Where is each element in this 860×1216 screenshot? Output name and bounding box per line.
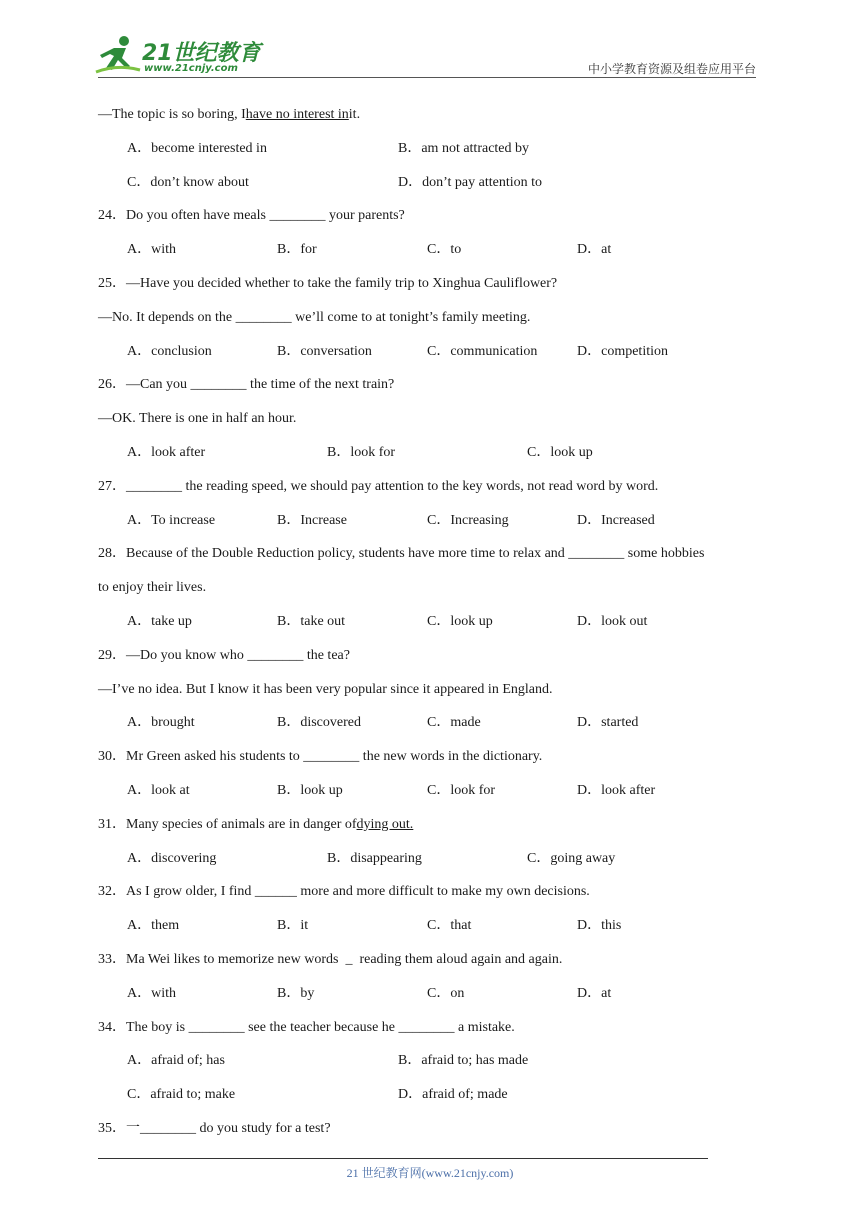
question-34: 34．The boy is ________ see the teacher because he ________ a mistake. — [98, 1019, 515, 1035]
question-31 — [98, 814, 760, 848]
options-row — [98, 1050, 760, 1084]
question-24: 24．Do you often have meals ________ your parents? — [98, 208, 405, 224]
options-row — [98, 341, 760, 375]
option-d: D．afraid of; made — [398, 1087, 508, 1103]
option-d: D．started — [577, 715, 639, 731]
option-c: C．made — [427, 715, 481, 731]
header-divider — [98, 77, 756, 78]
underlined-phrase: dying out. — [356, 816, 414, 832]
option-d: D．this — [577, 918, 622, 934]
option-a: A．become interested in — [127, 140, 267, 156]
option-a: A．with — [127, 985, 176, 1001]
question-text: —The topic is so boring, I — [98, 107, 246, 122]
options-row — [98, 239, 760, 273]
option-a: A．take up — [127, 613, 192, 629]
logo-url: www.21cnjy.com — [144, 63, 238, 74]
option-b: B．discovered — [277, 715, 361, 731]
question-text: it. — [348, 107, 361, 122]
option-b: B．by — [277, 985, 315, 1001]
option-c: C．afraid to; make — [127, 1087, 236, 1103]
option-b: B．for — [277, 242, 317, 258]
options-row — [98, 510, 760, 544]
option-c: C．going away — [527, 850, 616, 866]
options-row — [98, 138, 760, 172]
question-32: 32．As I grow older, I find ______ more and more difficult to make my own decisions. — [98, 884, 590, 900]
header-platform-text: 中小学教育资源及组卷应用平台 — [587, 62, 756, 76]
option-b: B．am not attracted by — [398, 140, 530, 156]
option-c: C．look for — [427, 782, 496, 798]
option-a: A．brought — [127, 715, 195, 731]
option-d: D．Increased — [577, 512, 655, 528]
question-28: 28．Because of the Double Reduction policy, students have more time to relax and ________ some hobbies — [98, 546, 705, 562]
option-a: A．look at — [127, 782, 190, 798]
question-27: 27．________ the reading speed, we should pay attention to the key words, not read word by word. — [98, 478, 659, 494]
option-c: C．that — [427, 918, 472, 934]
option-b: B．disappearing — [327, 850, 422, 866]
option-a: A．discovering — [127, 850, 217, 866]
option-c: C．to — [427, 242, 462, 258]
option-d: D．don’t pay attention to — [398, 174, 542, 190]
question-line — [98, 104, 760, 138]
option-c: C．on — [427, 985, 465, 1001]
question-33: 33．Ma Wei likes to memorize new words _ reading them aloud again and again. — [98, 951, 563, 967]
option-b: B．Increase — [277, 512, 347, 528]
option-c: C．Increasing — [427, 512, 509, 528]
option-b: B．look up — [277, 782, 343, 798]
option-b: B．afraid to; has made — [398, 1053, 529, 1069]
option-c: C．communication — [427, 343, 538, 359]
question-29-reply: —I’ve no idea. But I know it has been very popular since it appeared in England. — [98, 681, 553, 697]
site-logo — [94, 34, 264, 78]
question-25-reply: —No. It depends on the ________ we’ll come to at tonight’s family meeting. — [98, 309, 531, 325]
option-d: D．competition — [577, 343, 668, 359]
options-row — [98, 983, 760, 1017]
option-a: A．them — [127, 918, 180, 934]
options-row — [98, 1084, 760, 1118]
option-a: A．conclusion — [127, 343, 212, 359]
question-25: 25．—Have you decided whether to take the family trip to Xinghua Cauliflower? — [98, 275, 558, 291]
page-header — [0, 0, 860, 80]
options-row — [98, 712, 760, 746]
options-row — [98, 848, 760, 882]
question-26: 26．—Can you ________ the time of the next train? — [98, 377, 395, 393]
footer-divider — [98, 1158, 708, 1159]
option-a: A．afraid of; has — [127, 1053, 225, 1069]
footer-text[interactable]: 21 世纪教育网(www.21cnjy.com) — [346, 1166, 514, 1180]
options-row — [98, 780, 760, 814]
option-b: B．conversation — [277, 343, 372, 359]
option-b: B．look for — [327, 444, 396, 460]
options-row — [98, 442, 760, 476]
option-d: D．look out — [577, 613, 648, 629]
option-a: A．To increase — [127, 512, 216, 528]
question-29: 29．—Do you know who ________ the tea? — [98, 647, 350, 663]
options-row — [98, 611, 760, 645]
option-d: D．at — [577, 985, 612, 1001]
question-35: 35．一________ do you study for a test? — [98, 1120, 331, 1136]
runner-logo-icon — [94, 34, 142, 76]
options-row — [98, 172, 760, 206]
question-28-cont: to enjoy their lives. — [98, 580, 207, 596]
option-c: C．look up — [527, 444, 593, 460]
option-c: C．don’t know about — [127, 174, 249, 190]
logo-text: 21世纪教育 — [142, 41, 261, 66]
option-b: B．it — [277, 918, 309, 934]
option-d: D．look after — [577, 782, 656, 798]
option-b: B．take out — [277, 613, 346, 629]
option-d: D．at — [577, 242, 612, 258]
question-30: 30．Mr Green asked his students to ________ the new words in the dictionary. — [98, 749, 543, 765]
underlined-phrase: have no interest in — [245, 107, 349, 122]
question-content — [98, 104, 760, 1152]
question-text: 31．Many species of animals are in danger of — [98, 816, 357, 832]
option-a: A．look after — [127, 444, 206, 460]
question-26-reply: —OK. There is one in half an hour. — [98, 411, 297, 427]
option-a: A．with — [127, 242, 176, 258]
option-c: C．look up — [427, 613, 493, 629]
options-row — [98, 915, 760, 949]
